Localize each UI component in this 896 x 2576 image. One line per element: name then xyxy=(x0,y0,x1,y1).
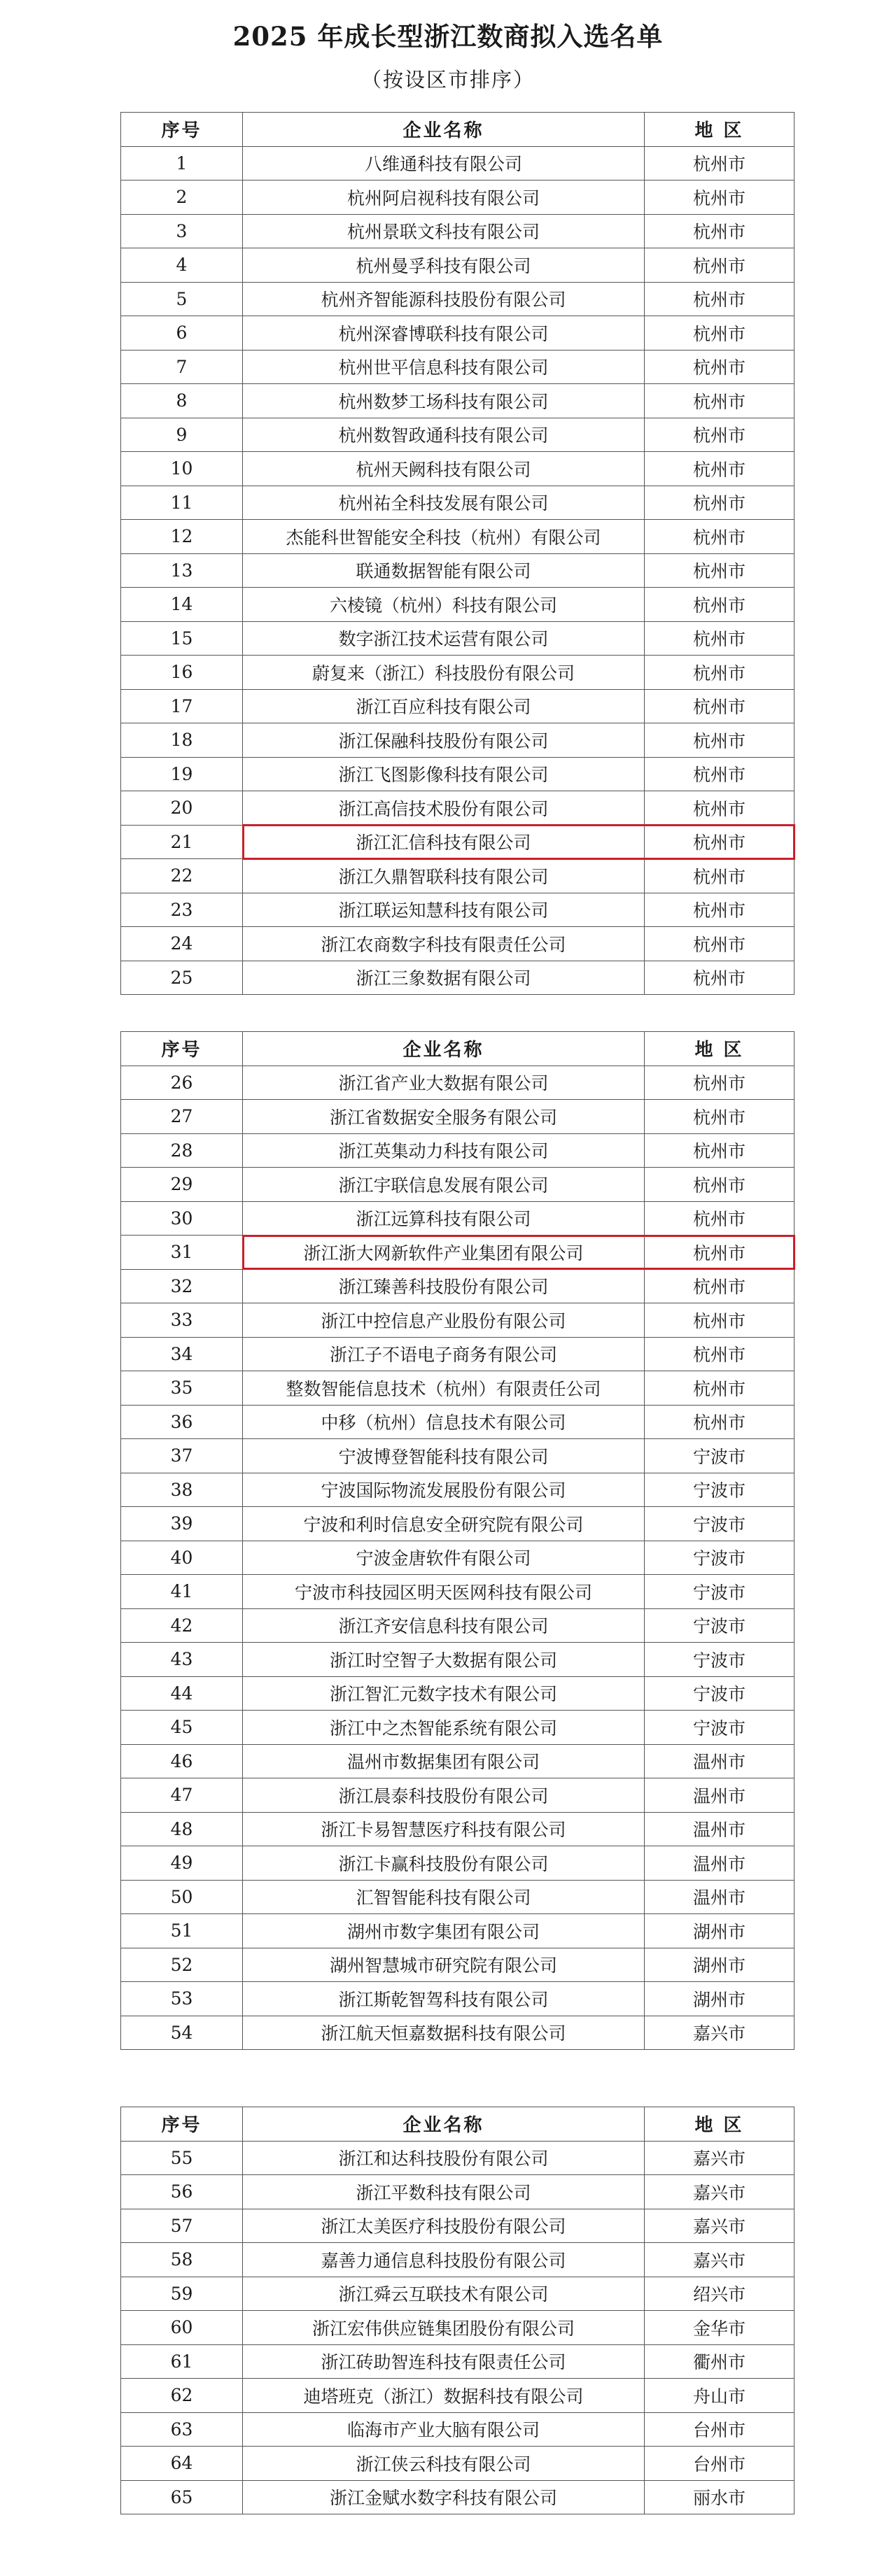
table-row xyxy=(121,1236,794,1270)
row-number: 59 xyxy=(121,2277,243,2311)
region: 宁波市 xyxy=(645,1473,794,1507)
row-number: 30 xyxy=(121,1201,243,1236)
table-row xyxy=(121,2311,794,2345)
table-row xyxy=(121,1371,794,1406)
table-row xyxy=(121,2243,794,2277)
row-number: 23 xyxy=(121,893,243,927)
table-row xyxy=(121,2175,794,2209)
row-number: 38 xyxy=(121,1473,243,1507)
region: 杭州市 xyxy=(645,893,794,927)
region: 杭州市 xyxy=(645,757,794,791)
header-area: 地 区 xyxy=(645,2107,794,2142)
row-number: 11 xyxy=(121,486,243,520)
row-number: 44 xyxy=(121,1676,243,1711)
row-number: 25 xyxy=(121,961,243,995)
table-row xyxy=(121,418,794,452)
row-number: 20 xyxy=(121,791,243,826)
company-name: 杭州天阙科技有限公司 xyxy=(243,452,645,486)
table-row xyxy=(121,384,794,418)
region: 宁波市 xyxy=(645,1575,794,1609)
company-name: 六棱镜（杭州）科技有限公司 xyxy=(243,588,645,622)
company-name: 浙江英集动力科技有限公司 xyxy=(243,1133,645,1168)
table-row xyxy=(121,1201,794,1236)
company-name: 杰能科世智能安全科技（杭州）有限公司 xyxy=(243,520,645,554)
table-row xyxy=(121,452,794,486)
region: 杭州市 xyxy=(645,1337,794,1371)
table-row xyxy=(121,656,794,690)
region: 杭州市 xyxy=(645,1168,794,1202)
company-name: 宁波博登智能科技有限公司 xyxy=(243,1439,645,1473)
header-no: 序号 xyxy=(121,2107,243,2142)
company-name: 杭州曼孚科技有限公司 xyxy=(243,248,645,283)
table-row xyxy=(121,927,794,961)
company-name: 浙江联运知慧科技有限公司 xyxy=(243,893,645,927)
row-number: 18 xyxy=(121,723,243,758)
company-name: 整数智能信息技术（杭州）有限责任公司 xyxy=(243,1371,645,1406)
row-number: 36 xyxy=(121,1405,243,1439)
table-row xyxy=(121,248,794,283)
company-name: 浙江航天恒嘉数据科技有限公司 xyxy=(243,2016,645,2050)
row-number: 60 xyxy=(121,2311,243,2345)
region: 金华市 xyxy=(645,2311,794,2345)
table-row xyxy=(121,350,794,384)
company-name: 浙江和达科技股份有限公司 xyxy=(243,2141,645,2175)
table-row xyxy=(121,1982,794,2016)
region: 嘉兴市 xyxy=(645,2141,794,2175)
region: 温州市 xyxy=(645,1846,794,1881)
row-number: 6 xyxy=(121,316,243,351)
table-row xyxy=(121,859,794,893)
row-number: 54 xyxy=(121,2016,243,2050)
region: 嘉兴市 xyxy=(645,2175,794,2209)
region: 宁波市 xyxy=(645,1541,794,1575)
row-number: 24 xyxy=(121,927,243,961)
company-name: 浙江宏伟供应链集团股份有限公司 xyxy=(243,2311,645,2345)
row-number: 16 xyxy=(121,656,243,690)
table-row xyxy=(121,621,794,656)
region: 台州市 xyxy=(645,2447,794,2481)
row-number: 52 xyxy=(121,1948,243,1982)
region: 杭州市 xyxy=(645,621,794,656)
table-row xyxy=(121,1439,794,1473)
row-number: 29 xyxy=(121,1168,243,1202)
company-name: 联通数据智能有限公司 xyxy=(243,553,645,588)
company-name: 浙江斯乾智驾科技有限公司 xyxy=(243,1982,645,2016)
company-name: 浙江省数据安全服务有限公司 xyxy=(243,1100,645,1134)
header-no: 序号 xyxy=(121,1032,243,1066)
company-name: 浙江三象数据有限公司 xyxy=(243,961,645,995)
row-number: 62 xyxy=(121,2379,243,2413)
table-row xyxy=(121,1100,794,1134)
region: 杭州市 xyxy=(645,927,794,961)
region: 宁波市 xyxy=(645,1608,794,1643)
region: 杭州市 xyxy=(645,384,794,418)
company-name: 杭州齐智能源科技股份有限公司 xyxy=(243,282,645,316)
row-number: 7 xyxy=(121,350,243,384)
row-number: 45 xyxy=(121,1711,243,1745)
table-row xyxy=(121,1676,794,1711)
company-name: 浙江卡易智慧医疗科技有限公司 xyxy=(243,1812,645,1846)
region: 宁波市 xyxy=(645,1643,794,1677)
table-row xyxy=(121,1778,794,1813)
document-title: 2025 年成长型浙江数商拟入选名单 xyxy=(232,21,664,52)
table-row xyxy=(121,1541,794,1575)
table-row xyxy=(121,2141,794,2175)
row-number: 50 xyxy=(121,1880,243,1914)
header-area: 地 区 xyxy=(645,113,794,147)
region: 杭州市 xyxy=(645,825,794,859)
company-name: 杭州数智政通科技有限公司 xyxy=(243,418,645,452)
table-row xyxy=(121,723,794,758)
table-row xyxy=(121,2277,794,2311)
company-name: 浙江舜云互联技术有限公司 xyxy=(243,2277,645,2311)
company-name: 浙江百应科技有限公司 xyxy=(243,689,645,723)
table-row xyxy=(121,282,794,316)
row-number: 48 xyxy=(121,1812,243,1846)
row-number: 61 xyxy=(121,2344,243,2379)
table-row xyxy=(121,181,794,215)
company-name: 浙江宇联信息发展有限公司 xyxy=(243,1168,645,1202)
region: 杭州市 xyxy=(645,689,794,723)
region: 杭州市 xyxy=(645,961,794,995)
company-name: 浙江子不语电子商务有限公司 xyxy=(243,1337,645,1371)
company-name: 杭州数梦工场科技有限公司 xyxy=(243,384,645,418)
region: 丽水市 xyxy=(645,2480,794,2514)
region: 嘉兴市 xyxy=(645,2243,794,2277)
company-name: 浙江中之杰智能系统有限公司 xyxy=(243,1711,645,1745)
table-row xyxy=(121,2344,794,2379)
row-number: 17 xyxy=(121,689,243,723)
table-header-row xyxy=(121,1032,794,1066)
table-row xyxy=(121,2209,794,2243)
row-number: 33 xyxy=(121,1303,243,1338)
region: 杭州市 xyxy=(645,486,794,520)
region: 杭州市 xyxy=(645,1303,794,1338)
region: 杭州市 xyxy=(645,1269,794,1303)
row-number: 58 xyxy=(121,2243,243,2277)
row-number: 55 xyxy=(121,2141,243,2175)
company-name: 浙江太美医疗科技股份有限公司 xyxy=(243,2209,645,2243)
company-table-1 xyxy=(120,112,794,995)
row-number: 26 xyxy=(121,1066,243,1100)
company-name: 浙江中控信息产业股份有限公司 xyxy=(243,1303,645,1338)
row-number: 8 xyxy=(121,384,243,418)
row-number: 34 xyxy=(121,1337,243,1371)
row-number: 65 xyxy=(121,2480,243,2514)
region: 杭州市 xyxy=(645,1405,794,1439)
table-row xyxy=(121,1507,794,1541)
row-number: 19 xyxy=(121,757,243,791)
region: 舟山市 xyxy=(645,2379,794,2413)
company-name: 浙江保融科技股份有限公司 xyxy=(243,723,645,758)
table-row xyxy=(121,689,794,723)
region: 温州市 xyxy=(645,1880,794,1914)
row-number: 5 xyxy=(121,282,243,316)
table-row xyxy=(121,588,794,622)
row-number: 56 xyxy=(121,2175,243,2209)
region: 杭州市 xyxy=(645,181,794,215)
region: 宁波市 xyxy=(645,1676,794,1711)
region: 杭州市 xyxy=(645,1133,794,1168)
table-row xyxy=(121,825,794,859)
header-name: 企业名称 xyxy=(243,1032,645,1066)
region: 温州市 xyxy=(645,1812,794,1846)
region: 温州市 xyxy=(645,1778,794,1813)
row-number: 49 xyxy=(121,1846,243,1881)
row-number: 9 xyxy=(121,418,243,452)
row-number: 4 xyxy=(121,248,243,283)
row-number: 39 xyxy=(121,1507,243,1541)
row-number: 28 xyxy=(121,1133,243,1168)
table-row xyxy=(121,2379,794,2413)
region: 嘉兴市 xyxy=(645,2016,794,2050)
company-name: 浙江时空智子大数据有限公司 xyxy=(243,1643,645,1677)
region: 杭州市 xyxy=(645,723,794,758)
table-row xyxy=(121,2480,794,2514)
region: 杭州市 xyxy=(645,316,794,351)
region: 杭州市 xyxy=(645,588,794,622)
table-row xyxy=(121,1133,794,1168)
table-row xyxy=(121,1880,794,1914)
region: 宁波市 xyxy=(645,1507,794,1541)
row-number: 37 xyxy=(121,1439,243,1473)
row-number: 63 xyxy=(121,2412,243,2447)
row-number: 32 xyxy=(121,1269,243,1303)
table-row xyxy=(121,757,794,791)
table-row xyxy=(121,316,794,351)
company-name: 蔚复来（浙江）科技股份有限公司 xyxy=(243,656,645,690)
header-name: 企业名称 xyxy=(243,113,645,147)
company-name: 浙江金赋水数字科技有限公司 xyxy=(243,2480,645,2514)
row-number: 46 xyxy=(121,1744,243,1778)
table-row xyxy=(121,486,794,520)
header-name: 企业名称 xyxy=(243,2107,645,2142)
document-subtitle: （按设区市排序） xyxy=(360,68,535,92)
row-number: 42 xyxy=(121,1608,243,1643)
company-name: 杭州深睿博联科技有限公司 xyxy=(243,316,645,351)
row-number: 40 xyxy=(121,1541,243,1575)
row-number: 15 xyxy=(121,621,243,656)
company-name: 浙江臻善科技股份有限公司 xyxy=(243,1269,645,1303)
row-number: 3 xyxy=(121,214,243,248)
region: 杭州市 xyxy=(645,1236,794,1270)
company-name: 杭州世平信息科技有限公司 xyxy=(243,350,645,384)
table-row xyxy=(121,1405,794,1439)
table-row xyxy=(121,1473,794,1507)
company-name: 浙江省产业大数据有限公司 xyxy=(243,1066,645,1100)
company-name: 湖州智慧城市研究院有限公司 xyxy=(243,1948,645,1982)
table-row xyxy=(121,1948,794,1982)
row-number: 13 xyxy=(121,553,243,588)
region: 湖州市 xyxy=(645,1914,794,1948)
company-name: 浙江智汇元数字技术有限公司 xyxy=(243,1676,645,1711)
company-name: 宁波和利时信息安全研究院有限公司 xyxy=(243,1507,645,1541)
table-row xyxy=(121,1337,794,1371)
region: 杭州市 xyxy=(645,214,794,248)
table-row xyxy=(121,214,794,248)
row-number: 31 xyxy=(121,1236,243,1270)
company-name: 汇智智能科技有限公司 xyxy=(243,1880,645,1914)
table-row xyxy=(121,1744,794,1778)
region: 嘉兴市 xyxy=(645,2209,794,2243)
row-number: 51 xyxy=(121,1914,243,1948)
row-number: 41 xyxy=(121,1575,243,1609)
region: 杭州市 xyxy=(645,553,794,588)
table-row xyxy=(121,1608,794,1643)
company-name: 嘉善力通信息科技股份有限公司 xyxy=(243,2243,645,2277)
company-name: 浙江飞图影像科技有限公司 xyxy=(243,757,645,791)
company-name: 数字浙江技术运营有限公司 xyxy=(243,621,645,656)
company-name: 迪塔班克（浙江）数据科技有限公司 xyxy=(243,2379,645,2413)
region: 杭州市 xyxy=(645,282,794,316)
company-name: 宁波国际物流发展股份有限公司 xyxy=(243,1473,645,1507)
table-header-row xyxy=(121,113,794,147)
company-name: 杭州祐全科技发展有限公司 xyxy=(243,486,645,520)
table-row xyxy=(121,1575,794,1609)
company-name: 浙江砖助智连科技有限责任公司 xyxy=(243,2344,645,2379)
row-number: 1 xyxy=(121,146,243,181)
table-row xyxy=(121,1269,794,1303)
company-name: 宁波市科技园区明天医网科技有限公司 xyxy=(243,1575,645,1609)
company-name: 浙江汇信科技有限公司 xyxy=(243,825,645,859)
region: 宁波市 xyxy=(645,1711,794,1745)
company-name: 浙江平数科技有限公司 xyxy=(243,2175,645,2209)
table-row xyxy=(121,1812,794,1846)
row-number: 53 xyxy=(121,1982,243,2016)
table-row xyxy=(121,520,794,554)
table-row xyxy=(121,1168,794,1202)
row-number: 43 xyxy=(121,1643,243,1677)
table-row xyxy=(121,2016,794,2050)
company-name: 湖州市数字集团有限公司 xyxy=(243,1914,645,1948)
company-name: 浙江齐安信息科技有限公司 xyxy=(243,1608,645,1643)
region: 杭州市 xyxy=(645,452,794,486)
table-row xyxy=(121,1846,794,1881)
row-number: 35 xyxy=(121,1371,243,1406)
region: 杭州市 xyxy=(645,418,794,452)
table-row xyxy=(121,893,794,927)
region: 杭州市 xyxy=(645,248,794,283)
company-table-2 xyxy=(120,1031,794,2050)
row-number: 14 xyxy=(121,588,243,622)
company-name: 浙江农商数字科技有限责任公司 xyxy=(243,927,645,961)
region: 宁波市 xyxy=(645,1439,794,1473)
region: 杭州市 xyxy=(645,1100,794,1134)
table-row xyxy=(121,2447,794,2481)
row-number: 47 xyxy=(121,1778,243,1813)
header-no: 序号 xyxy=(121,113,243,147)
table-row xyxy=(121,791,794,826)
region: 杭州市 xyxy=(645,1066,794,1100)
table-row xyxy=(121,1303,794,1338)
company-name: 宁波金唐软件有限公司 xyxy=(243,1541,645,1575)
company-name: 温州市数据集团有限公司 xyxy=(243,1744,645,1778)
company-table-3 xyxy=(120,2107,794,2514)
table-row xyxy=(121,1643,794,1677)
region: 杭州市 xyxy=(645,520,794,554)
region: 杭州市 xyxy=(645,791,794,826)
table-row xyxy=(121,1914,794,1948)
table-row xyxy=(121,2412,794,2447)
company-name: 浙江浙大网新软件产业集团有限公司 xyxy=(243,1236,645,1270)
company-name: 杭州景联文科技有限公司 xyxy=(243,214,645,248)
row-number: 21 xyxy=(121,825,243,859)
company-name: 杭州阿启视科技有限公司 xyxy=(243,181,645,215)
company-name: 浙江高信技术股份有限公司 xyxy=(243,791,645,826)
region: 杭州市 xyxy=(645,656,794,690)
region: 杭州市 xyxy=(645,146,794,181)
region: 湖州市 xyxy=(645,1982,794,2016)
row-number: 64 xyxy=(121,2447,243,2481)
row-number: 12 xyxy=(121,520,243,554)
row-number: 2 xyxy=(121,181,243,215)
company-name: 中移（杭州）信息技术有限公司 xyxy=(243,1405,645,1439)
company-name: 浙江晨泰科技股份有限公司 xyxy=(243,1778,645,1813)
region: 杭州市 xyxy=(645,1371,794,1406)
table-header-row xyxy=(121,2107,794,2142)
region: 杭州市 xyxy=(645,350,794,384)
region: 湖州市 xyxy=(645,1948,794,1982)
row-number: 57 xyxy=(121,2209,243,2243)
company-name: 八维通科技有限公司 xyxy=(243,146,645,181)
table-row xyxy=(121,1066,794,1100)
row-number: 10 xyxy=(121,452,243,486)
region: 绍兴市 xyxy=(645,2277,794,2311)
region: 杭州市 xyxy=(645,859,794,893)
table-row xyxy=(121,1711,794,1745)
company-name: 浙江远算科技有限公司 xyxy=(243,1201,645,1236)
region: 台州市 xyxy=(645,2412,794,2447)
header-area: 地 区 xyxy=(645,1032,794,1066)
company-name: 浙江卡赢科技股份有限公司 xyxy=(243,1846,645,1881)
region: 衢州市 xyxy=(645,2344,794,2379)
company-name: 浙江侠云科技有限公司 xyxy=(243,2447,645,2481)
table-row xyxy=(121,553,794,588)
region: 温州市 xyxy=(645,1744,794,1778)
region: 杭州市 xyxy=(645,1201,794,1236)
table-row xyxy=(121,146,794,181)
table-row xyxy=(121,961,794,995)
row-number: 27 xyxy=(121,1100,243,1134)
company-name: 浙江久鼎智联科技有限公司 xyxy=(243,859,645,893)
company-name: 临海市产业大脑有限公司 xyxy=(243,2412,645,2447)
row-number: 22 xyxy=(121,859,243,893)
